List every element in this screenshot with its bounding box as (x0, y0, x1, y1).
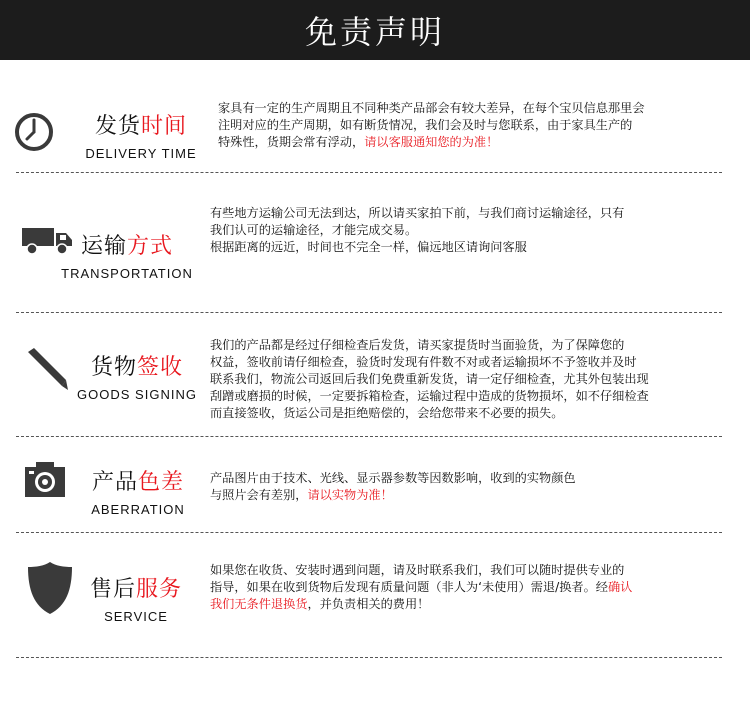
section-text-signing (210, 337, 649, 422)
section-subtitle: TRANSPORTATION (61, 266, 193, 281)
clock-icon (14, 108, 54, 160)
section-subtitle: ABERRATION (91, 502, 185, 517)
text-line: 产品图片由于技术、光线、显示器参数等因数影响，收到的实物颜色 (210, 471, 576, 485)
section-subtitle: SERVICE (104, 609, 168, 624)
text-line: 权益，签收前请仔细检查，验货时发现有件数不对或者运输损坏不予签收并及时 (210, 355, 637, 369)
section-text-service (210, 562, 632, 613)
text-line: 联系我们，物流公司返回后我们免费重新发货，请一定仔细检查，尤其外包装出现 (210, 372, 649, 386)
divider (16, 312, 722, 313)
divider (16, 532, 722, 533)
text-line: 有些地方运输公司无法到达，所以请买家拍下前，与我们商讨运输途径，只有 (210, 206, 625, 220)
title-accent: 服务 (136, 577, 183, 602)
text-line: 家具有一定的生产周期且不同种类产品部会有较大差异，在每个宝贝信息那里会 (218, 101, 645, 115)
title-plain: 售后 (89, 577, 136, 602)
title-accent: 时间 (141, 114, 188, 139)
camera-icon (24, 462, 66, 502)
title-accent: 签收 (137, 355, 184, 380)
text-line: 我们认可的运输途径，才能完成交易。 (210, 223, 418, 237)
section-text-transport (210, 205, 624, 256)
shield-icon (26, 560, 74, 620)
section-title-service (76, 572, 196, 624)
section-subtitle: DELIVERY TIME (85, 146, 197, 161)
text-line: 刮蹭或磨损的时候，一定要拆箱检查，运输过程中造成的货物损坏，如不仔细检查 (210, 389, 649, 403)
page-header (0, 0, 750, 60)
divider (16, 172, 722, 173)
text-line: 特殊性，货期会常有浮动，请以客服通知您的为准！ (218, 135, 499, 149)
divider (16, 436, 722, 437)
page-title: 免责声明 (304, 13, 445, 51)
red-note: 我们无条件退换货 (210, 597, 308, 611)
text-line: 根据距离的远近，时间也不完全一样，偏远地区请询问客服 (210, 240, 527, 254)
divider (16, 657, 722, 658)
section-title-delivery (76, 109, 206, 161)
red-note: 确认 (607, 580, 633, 594)
text-line: 指导，如果在收到货物后发现有质量问题（非人为‘未使用）需退/换者。经确认 (210, 580, 633, 594)
section-title-transport (55, 229, 199, 281)
red-note: 请以实物为准！ (307, 488, 393, 502)
text-line: 如果您在收货、安装时遇到问题，请及时联系我们，我们可以随时提供专业的 (210, 563, 625, 577)
text-line: 我们无条件退换货，并负责相关的费用！ (210, 597, 430, 611)
section-text-delivery (218, 100, 645, 151)
text-line: 我们的产品都是经过仔细检查后发货，请买家提货时当面验货，为了保障您的 (210, 338, 625, 352)
title-accent: 色差 (138, 470, 185, 495)
text-line: 与照片会有差别，请以实物为准！ (210, 488, 393, 502)
section-text-aberration (210, 470, 576, 504)
title-plain: 运输 (80, 234, 127, 259)
section-subtitle: GOODS SIGNING (77, 387, 197, 402)
text-line: 而直接签收，货运公司是拒绝赔偿的，会给您带来不必要的损失。 (210, 406, 564, 420)
pen-icon (24, 346, 70, 396)
text-line: 注明对应的生产周期，如有断货情况，我们会及时与您联系，由于家具生产的 (218, 118, 633, 132)
section-title-aberration (76, 465, 200, 517)
title-plain: 货物 (90, 355, 137, 380)
title-plain: 产品 (91, 470, 138, 495)
red-note: 请以客服通知您的为准！ (364, 135, 499, 149)
title-plain: 发货 (94, 114, 141, 139)
title-accent: 方式 (127, 234, 174, 259)
section-title-signing (72, 350, 202, 402)
